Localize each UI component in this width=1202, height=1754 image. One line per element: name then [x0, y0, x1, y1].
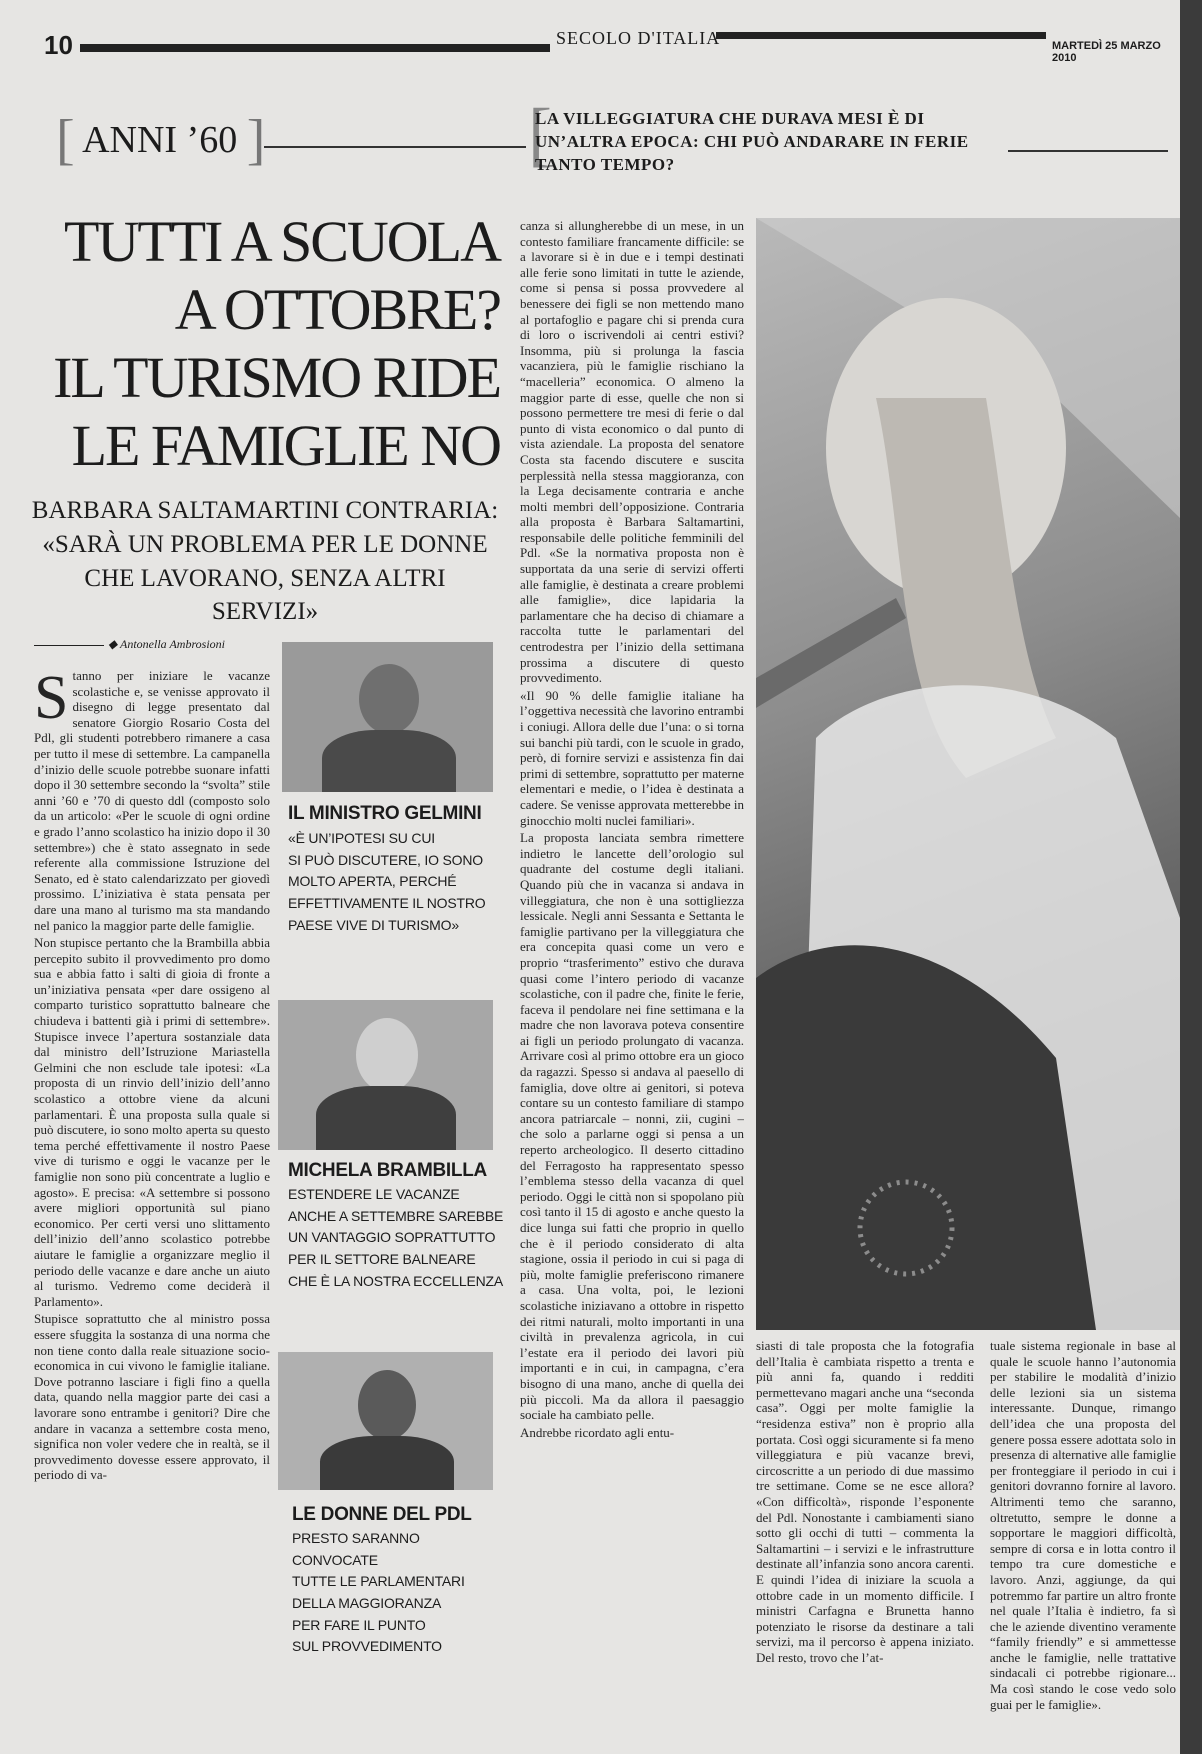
- headline-line: IL TURISMO RIDE: [53, 345, 500, 410]
- article-paragraph: La proposta lanciata sembra rimettere indietro le lancette dell’orologio sul quadrante del costume degli italiani. Quando più che in vacanza si andava in villeggiatura, che non è una sottigliezza lessicale. Negli anni Sessanta e Settanta le famiglie partivano per la villeggiatura che era concepita quasi come un vero e proprio “trasferimento” estivo che durava quasi come l’intero periodo di vacanze scolastiche, con il padre che, finite le ferie, faceva il pendolare nei fine settimana e la madre che non lavorava poteva consentire ai figli un periodo prolungato di vacanza. Arrivare così al primo ottobre era un gioco da ragazzi. Spesso si andava al paesello di famiglia, dove oltre ai genitori, si poteva contare su un contesto familiare di stampo ancora patriarcale – nonni, zii, cugini – che solo a parlarne oggi si pensa a un reperto archeologico. Il deserto cittadino del Ferragosto ha rappresentato spesso l’emblema stesso della vacanza di quel periodo. Oggi le città non si spopolano più così tanto il 15 di agosto e anche questo la dice lunga sui fatti che proprio in quello che è il periodo considerato di alta stagione, ossia il periodo in cui si paga di più, molte famiglie preferiscono rimanere a casa. Una volta, poi, le lezioni scolastiche iniziavano a ottobre in rispetto dei ritmi naturali, molto importanti in una civiltà in prevalenza agricola, in cui l’estate era il periodo dei lavori più importanti e in cui, in campagna, c’era bisogno di una mano, anche di quella dei più piccoli. Ma da allora il paesaggio sociale ha cambiato pelle.: [520, 830, 744, 1423]
- article-paragraph: «Il 90 % delle famiglie italiane ha l’oggettiva necessità che lavorino entrambi i coniugi. Allora delle due l’una: o si torna sui banchi più tardi, con le scuole in grado, però, di fornire servizi e assistenza fin dai primi di settembre, soprattutto per materne elementari e medie, o l’idea è destinata a cadere. Se venisse approvata metterebbe in ginocchio molti nuclei familiari».: [520, 687, 744, 828]
- header-rule-left: [80, 44, 550, 52]
- subhead-line: CHE LAVORANO, SENZA ALTRI SERVIZI»: [84, 564, 446, 626]
- header-rule-right: [716, 32, 1046, 39]
- article-paragraph: Andrebbe ricordato agli entu-: [520, 1424, 675, 1440]
- article-paragraph: siasti di tale proposta che la fotografia dell’Italia è cambiata rispetto a trenta e più anni fa, quando i redditi permettevano magari anche una “seconda casa”. Oggi per molte famiglie la “residenza estiva” non è proprio alla portata. Così oggi sicuramente si fa meno villeggiatura e più vacanze brevi, circoscritte a un periodo di due massimo tre settimane. Come se ne esce allora? «Con difficoltà», risponde l’esponente del Pdl. Nonostante i cambiamenti siano sotto gli occhi di tutti – commenta la Saltamartini – i servizi e le infrastrutture destinate all’infanzia sono ancora carenti. E quindi l’idea di iniziare la scuola a ottobre cade in un momento difficile. I ministri Carfagna e Brunetta hanno potenziato le risorse da destinare a tali servizi, ma il percorso è appena iniziato. Del resto, trovo che l’at-: [756, 1338, 974, 1665]
- sidebar-name: MICHELA BRAMBILLA: [288, 1160, 487, 1181]
- page-spine: [1180, 0, 1202, 1754]
- subheadline: [30, 494, 500, 629]
- masthead: SECOLO D'ITALIA: [556, 28, 721, 48]
- subhead-line: «SARÀ UN PROBLEMA PER LE DONNE: [42, 530, 488, 558]
- article-paragraph: tuale sistema regionale in base al quale le scuole hanno l’autonomia per stabilire le modalità d’inizio delle lezioni sia un sistema interessante. Dunque, rimango dell’idea che una proposta del genere possa essere adottata solo in presenza di alternative alle famiglie per fronteggiare il periodo in cui i genitori dovranno fornire al lavoro. Altrimenti temo che saranno, oltretutto, sempre le donne a sopportare le maggiori difficoltà, sempre di corsa e in lotta contro il tempo tra cure domestiche e lavoro. Anzi, aggiunge, da qui potremmo far partire un altro fronte nel quale l’Italia è indietro, fa sì che le aziende diventino veramente “family friendly” e si ammettesse anche le famiglie, nelle trattative sindacali ci potrebbe rigionare... Ma così stando le cose vedo solo guai per le famiglie».: [990, 1338, 1176, 1712]
- kicker: LA VILLEGGIATURA CHE DURAVA MESI È DI UN’ALTRA EPOCA: CHI PUÒ ANDARARE IN FERIE TANTO TEMPO?: [535, 109, 969, 174]
- article-column-3: [520, 218, 744, 1750]
- sidebar-name: LE DONNE DEL PDL: [292, 1504, 472, 1525]
- sidebar-quote: «È UN’IPOTESI SU CUI SI PUÒ DISCUTERE, IO SONO MOLTO APERTA, PERCHÉ EFFETTIVAMENTE IL NOSTRO PAESE VIVE DI TURISMO»: [288, 830, 486, 933]
- article-column-5: [990, 1338, 1176, 1750]
- sidebar-name: IL MINISTRO GELMINI: [288, 803, 482, 824]
- article-paragraph: Stupisce soprattutto che al ministro possa essere sfuggita la sostanza di una norma che non tiene conto dalla reale situazione socio-economica in cui vivono le famiglie italiane. Dove potranno lasciare i figli fino a quella data, quando nella maggior parte dei casi a lavorare sono entrambe i genitori? Dire che andare in vacanza a settembre costa meno, significa non voler vedere che in realtà, se il provvedimento dovesse essere approvato, il periodo di va-: [34, 1311, 270, 1483]
- drop-cap: S: [34, 668, 69, 732]
- kicker-bracket-icon: [: [528, 94, 552, 174]
- sidebar-quote: PRESTO SARANNO CONVOCATE TUTTE LE PARLAMENTARI DELLA MAGGIORANZA PER FARE IL PUNTO SUL PROVVEDIMENTO: [292, 1530, 465, 1655]
- photo-gelmini: [282, 642, 493, 792]
- subhead-line: BARBARA SALTAMARTINI CONTRARIA:: [31, 497, 499, 524]
- headline-line: A OTTOBRE?: [174, 277, 500, 342]
- portrait-head: [358, 1370, 416, 1440]
- bracket-open-icon: [: [56, 109, 75, 171]
- section-rule: [264, 146, 526, 148]
- byline-rule: [34, 645, 104, 646]
- portrait-head: [359, 664, 419, 734]
- article-paragraph: canza si allungherebbe di un mese, in un contesto familiare francamente difficile: se a lavorare si è in due e i tempi destinati alle ferie sono limitati in tutte le aziende, come si pensa si possa provvedere al benessere dei figli se non mettendo mano al portafoglio e pagare chi si prenda cura di loro o iscrivendoli ai centri estivi? Insomma, più si prolunga la fascia vacanziera, più le famiglie rischiano la “macelleria” economica. O almeno la maggior parte di esse, quelle che non si possono permettere tre mesi di ferie o dal punto di vista economico o dal punto di vista aziendale. La proposta del senatore Costa sta facendo discutere e suscita perplessità nella stessa maggioranza, con la Lega decisamente contraria e anche molti membri dell’opposizione. Contraria alla proposta è Barbara Saltamartini, responsabile delle politiche femminili del Pdl. «Se la normativa proposta non è supportata da una serie di servizi offerti alle famiglie, è destinata a creare problemi alle famiglie», dice lapidaria la parlamentare che ha deciso di chiamare a raccolta tutte le parlamentari del centrodestra per l’inizio della settimana prossima a discutere di questo provvedimento.: [520, 218, 744, 686]
- portrait-head: [356, 1018, 418, 1092]
- portrait-body: [316, 1086, 456, 1150]
- section-label: [56, 108, 265, 172]
- article-column-4: [756, 1338, 974, 1750]
- headline-line: LE FAMIGLIE NO: [71, 413, 500, 478]
- child-with-backpack-image: [756, 218, 1180, 1330]
- photo-saltamartini: [278, 1352, 493, 1490]
- bracket-close-icon: ]: [246, 109, 266, 171]
- article-paragraph: Stanno per iniziare le vacanze scolastiche e, se venisse approvato il disegno di legge presentato dal senatore Giorgio Rosario Costa del Pdl, gli studenti potrebbero rimanere a casa per tutto il mese di settembre. La campanella d’inizio delle scuole potrebbe suonare infatti dopo il 30 settembre secondo la “svolta” stile anni ’60 e ’70 di questo ddl (composto solo da un articolo: «Per le scuole di ogni ordine e grado l’anno scolastico ha inizio dopo il 30 settembre») che è stato assegnato in sede referente alla commissione Istruzione del Senato, ed è stato calendarizzato per giovedì prossimo. L’iniziativa è stata pensata per dare una mano al turismo ma sta mandando nel panico la maggior parte delle famiglie.: [34, 668, 270, 933]
- headline: [40, 209, 500, 485]
- photo-brambilla: [278, 1000, 493, 1150]
- sidebar-quote: ESTENDERE LE VACANZE ANCHE A SETTEMBRE SAREBBE UN VANTAGGIO SOPRATTUTTO PER IL SETTORE BALNEARE CHE È LA NOSTRA ECCELLENZA: [288, 1186, 504, 1289]
- issue-date: MARTEDÌ 25 MARZO 2010: [1052, 40, 1161, 64]
- article-photo: [756, 218, 1180, 1330]
- portrait-body: [320, 1436, 454, 1490]
- headline-line: TUTTI A SCUOLA: [64, 209, 500, 274]
- page-number: 10: [44, 30, 73, 60]
- kicker-rule: [1008, 150, 1168, 152]
- section-text: ANNI ’60: [82, 119, 238, 161]
- author-name: Antonella Ambrosioni: [120, 637, 226, 651]
- article-paragraph: Non stupisce pertanto che la Brambilla abbia percepito subito il provvedimento pro domo sua e abbia fatto i salti di gioia di fronte a un’iniziativa pensata «per dare ossigeno al comparto turistico soprattutto balneare che chiudeva i battenti già i primi di settembre». Stupisce invece l’apertura sostanziale data dal ministro dell’Istruzione Mariastella Gelmini che non esclude tale ipotesi: «La proposta di un rinvio dell’inizio dell’anno scolastico a ottobre viene da alcuni parlamentari. È una proposta sulla quale si può discutere, io sono molto aperta su questo tema perché effettivamente il nostro Paese vive di turismo e oggi le vacanze per le famiglie non sono più concentrate a luglio e agosto». E precisa: «A settembre si possono avere migliori opportunità sul piano economico. Per certi versi uno slittamento dell’inizio dell’anno scolastico potrebbe aiutare le famiglie a organizzare meglio il periodo delle vacanze e dare anche un aiuto al turismo. Vedremo come deciderà il Parlamento».: [34, 935, 270, 1309]
- article-column-1: [34, 668, 270, 1748]
- byline: ◆ Antonella Ambrosioni: [34, 637, 225, 652]
- portrait-body: [322, 730, 456, 792]
